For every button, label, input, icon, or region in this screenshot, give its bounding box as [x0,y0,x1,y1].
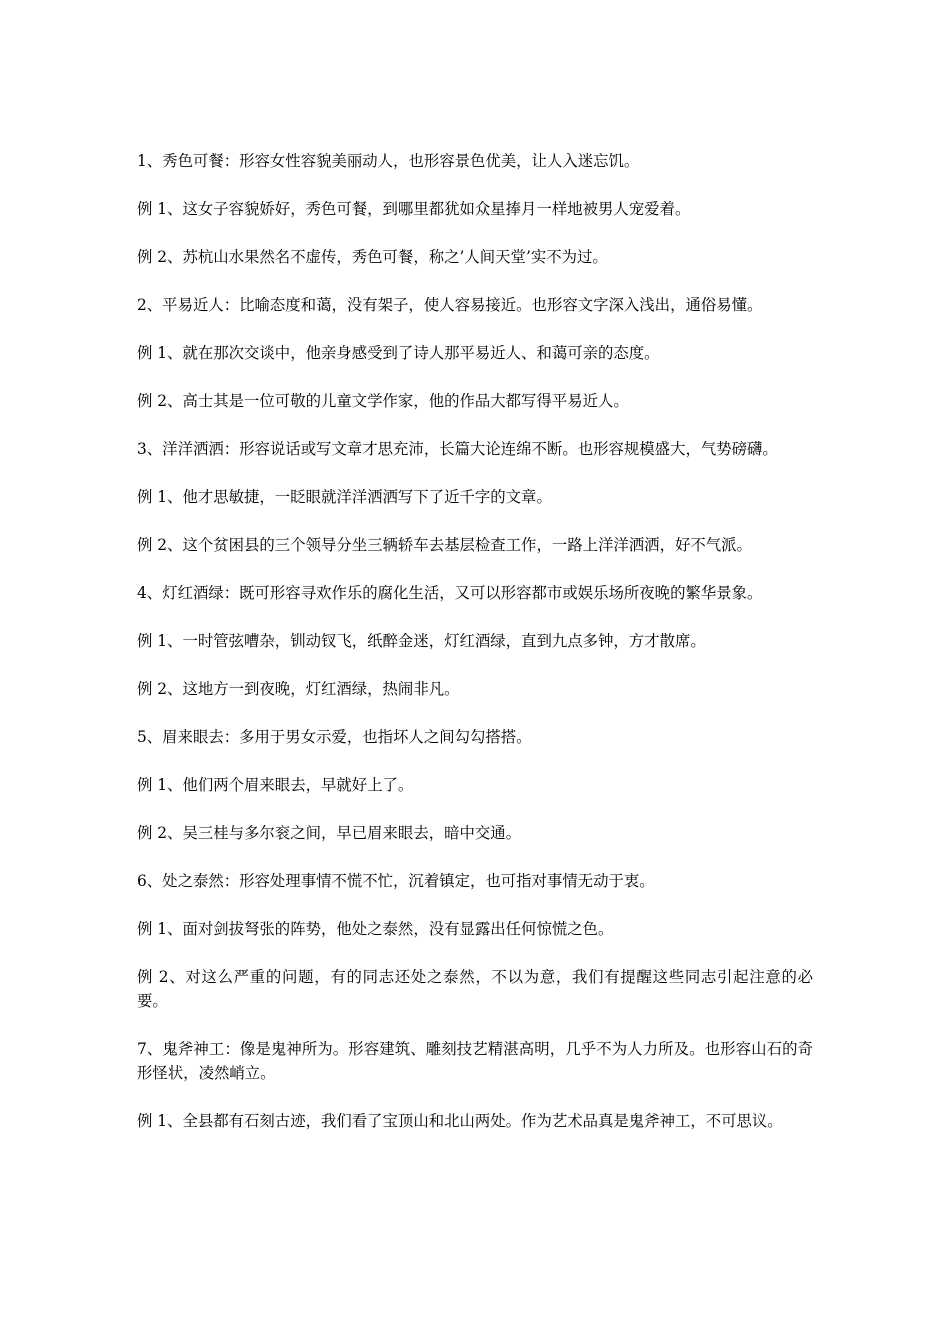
idiom-definition-paragraph: 6、处之泰然：形容处理事情不慌不忙，沉着镇定，也可指对事情无动于衷。 [137,872,655,890]
example-paragraph: 例 2、高士其是一位可敬的儿童文学作家，他的作品大都写得平易近人。 [137,392,629,410]
idiom-definition-paragraph: 5、眉来眼去：多用于男女示爱，也指坏人之间勾勾搭搭。 [137,728,532,746]
document-body [137,149,813,1157]
idiom-definition-paragraph: 7、鬼斧神工：像是鬼神所为。形容建筑、雕刻技艺精湛高明，几乎不为人力所及。也形容山石的奇形怪状，凌然峭立。 [137,1040,813,1082]
idiom-definition-paragraph: 2、平易近人：比喻态度和蔼，没有架子，使人容易接近。也形容文字深入浅出，通俗易懂。 [137,296,763,314]
example-paragraph: 例 1、就在那次交谈中，他亲身感受到了诗人那平易近人、和蔼可亲的态度。 [137,344,660,362]
example-paragraph: 例 1、这女子容貌娇好，秀色可餐，到哪里都犹如众星捧月一样地被男人宠爱着。 [137,200,691,218]
idiom-definition-paragraph: 3、洋洋洒洒：形容说话或写文章才思充沛，长篇大论连绵不断。也形容规模盛大，气势磅礴。 [137,440,778,458]
example-paragraph: 例 2、吴三桂与多尔衮之间，早已眉来眼去，暗中交通。 [137,824,522,842]
example-paragraph: 例 1、他才思敏捷，一眨眼就洋洋洒洒写下了近千字的文章。 [137,488,552,506]
example-paragraph: 例 1、全县都有石刻古迹，我们看了宝顶山和北山两处。作为艺术品真是鬼斧神工，不可思议。 [137,1112,783,1130]
example-paragraph: 例 2、苏杭山水果然名不虚传，秀色可餐，称之’人间天堂’实不为过。 [137,248,608,266]
example-paragraph: 例 1、他们两个眉来眼去，早就好上了。 [137,776,414,794]
example-paragraph: 例 2、这地方一到夜晚，灯红酒绿，热闹非凡。 [137,680,460,698]
example-paragraph: 例 1、一时管弦嘈杂，钏动钗飞，纸醉金迷，灯红酒绿，直到九点多钟，方才散席。 [137,632,706,650]
idiom-definition-paragraph: 4、灯红酒绿：既可形容寻欢作乐的腐化生活，又可以形容都市或娱乐场所夜晚的繁华景象。 [137,584,763,602]
example-paragraph: 例 2、对这么严重的问题，有的同志还处之泰然，不以为意，我们有提醒这些同志引起注意的必要。 [137,968,813,1010]
idiom-definition-paragraph: 1、秀色可餐：形容女性容貌美丽动人，也形容景色优美，让人入迷忘饥。 [137,152,640,170]
example-paragraph: 例 2、这个贫困县的三个领导分坐三辆轿车去基层检查工作，一路上洋洋洒洒，好不气派。 [137,536,752,554]
example-paragraph: 例 1、面对剑拔弩张的阵势，他处之泰然，没有显露出任何惊慌之色。 [137,920,614,938]
